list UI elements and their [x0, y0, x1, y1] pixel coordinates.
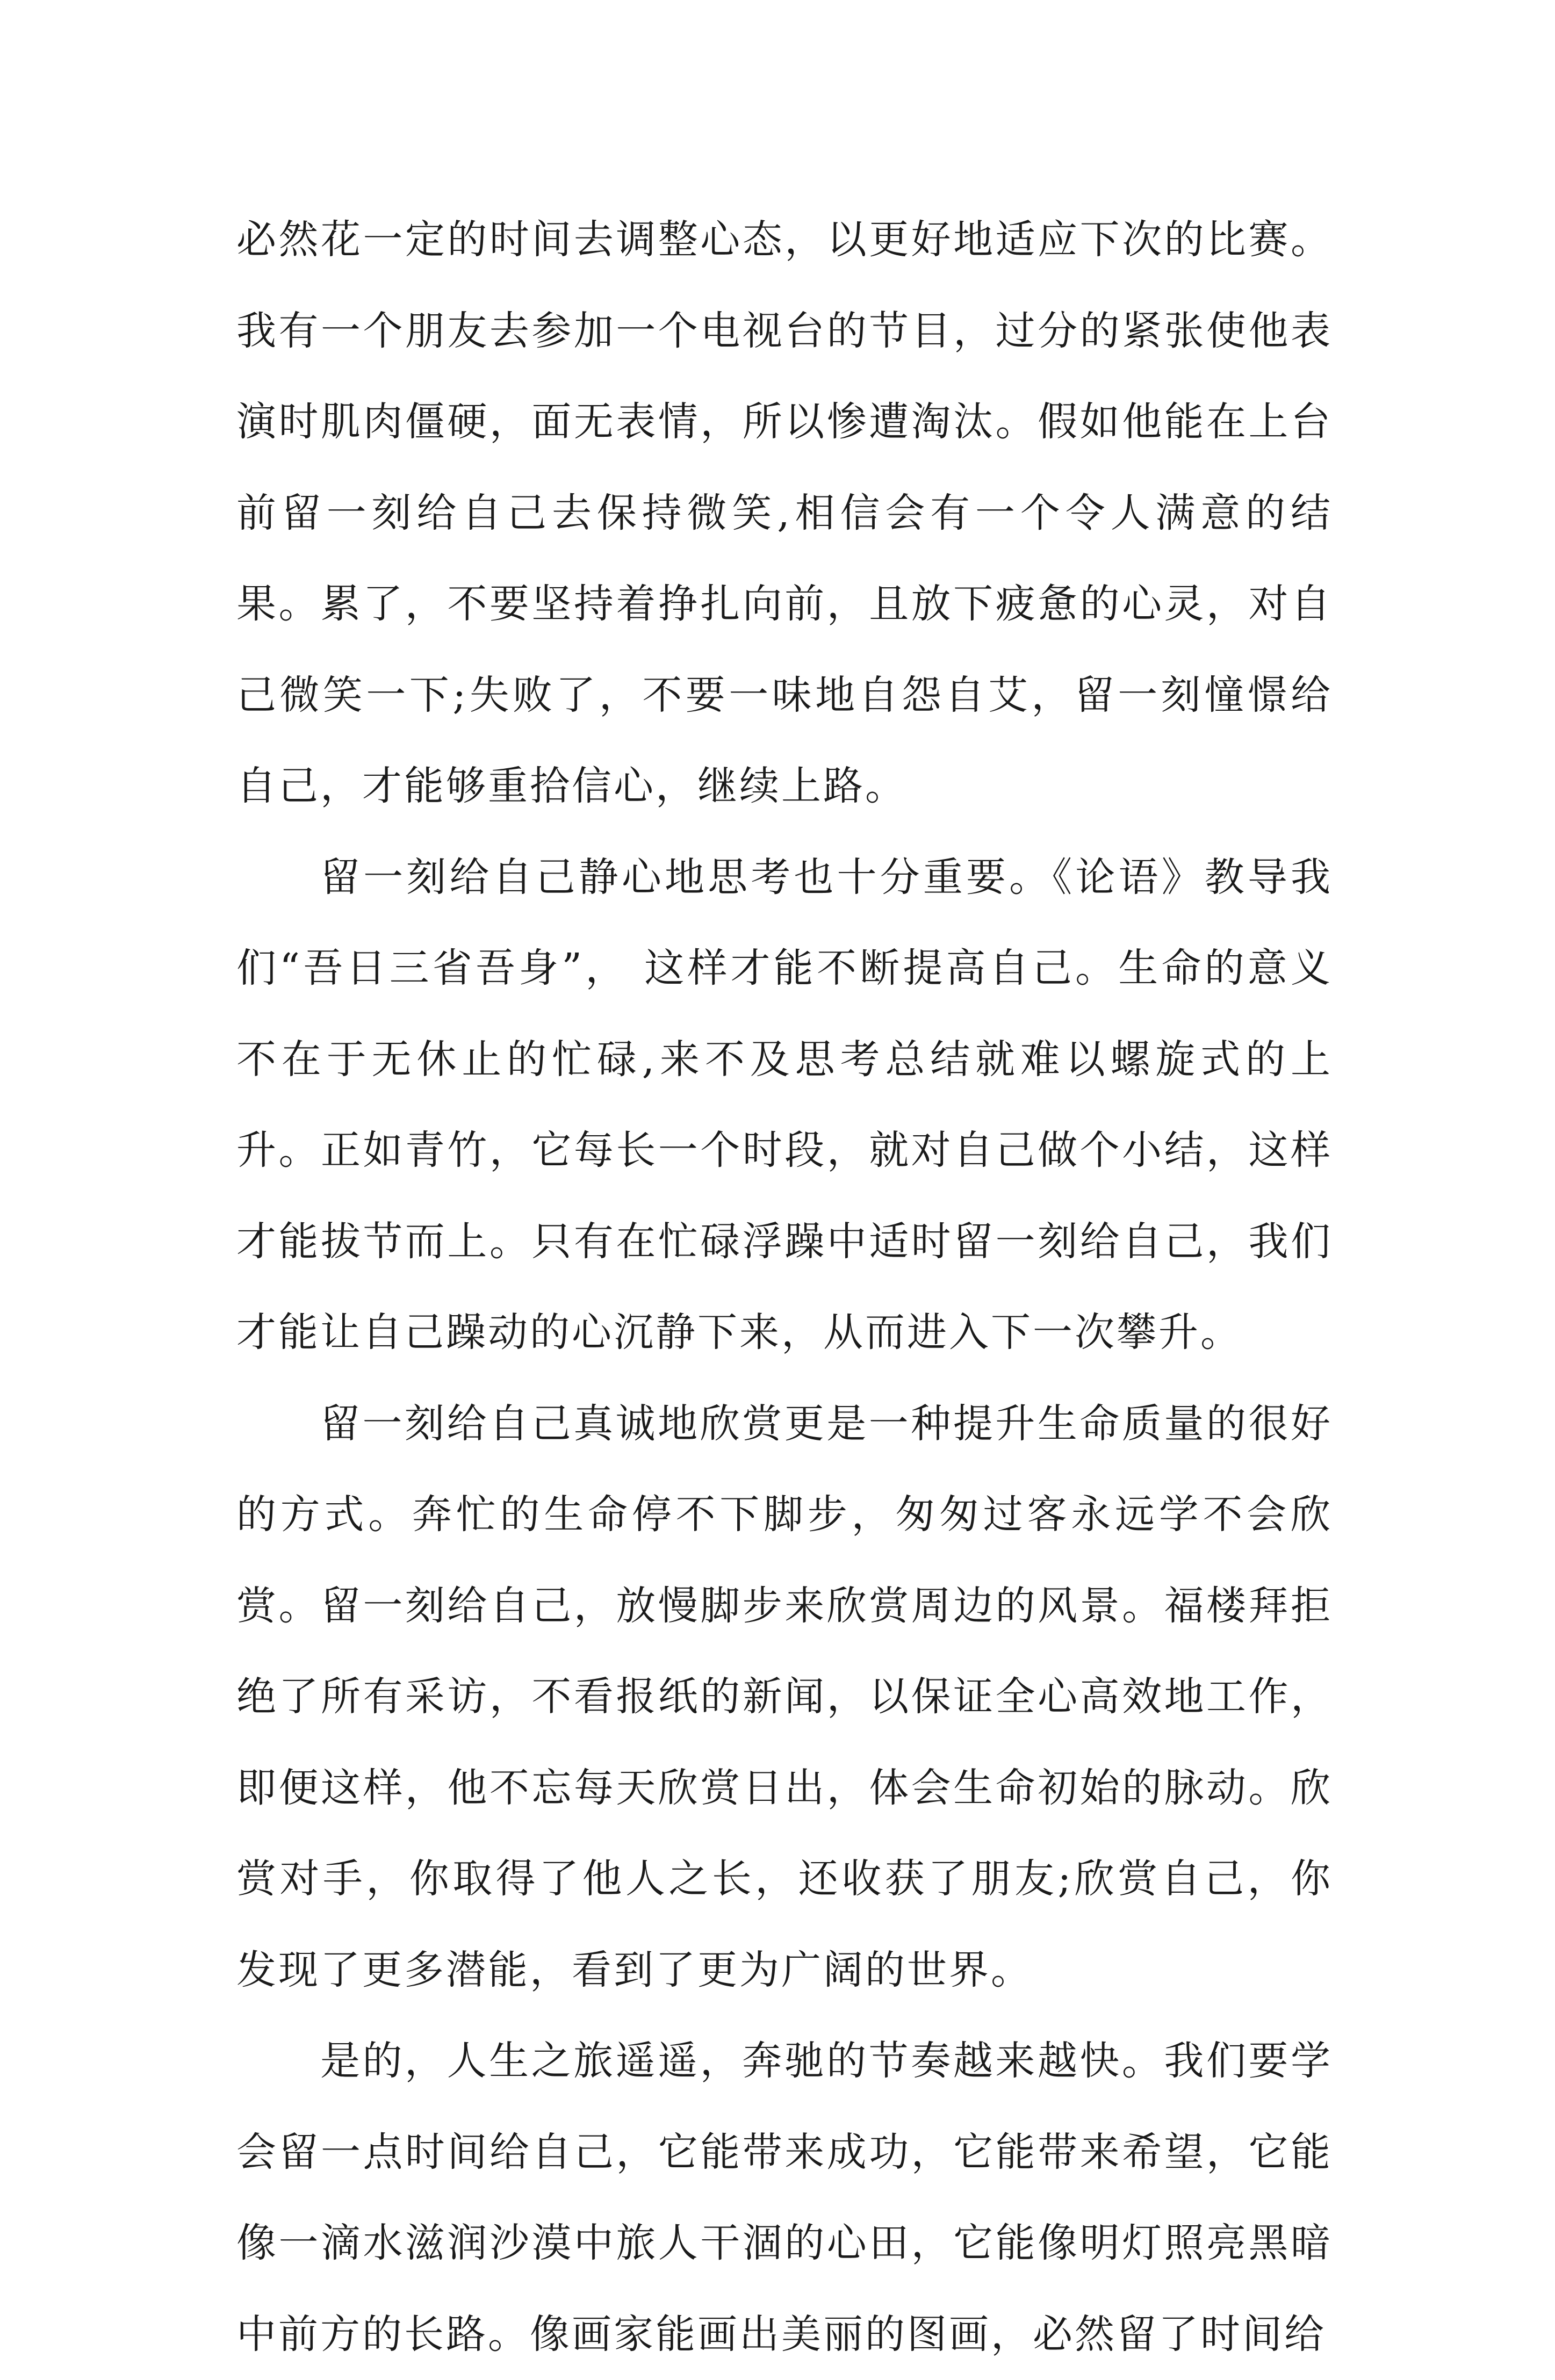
paragraph-1: 必然花一定的时间去调整心态，以更好地适应下次的比赛。我有一个朋友去参加一个电视台的节目，过分的紧张使他表演时肌肉僵硬，面无表情，所以惨遭淘汰。假如他能在上台前留一刻给自己去保持微笑,相信会有一个令人满意的结果。累了，不要坚持着挣扎向前，且放下疲惫的心灵，对自己微笑一下;失败了，不要一味地自怨自艾，留一刻憧憬给自己，才能够重拾信心，继续上路。: [236, 217, 1333, 809]
paragraph-4: 是的，人生之旅遥遥，奔驰的节奏越来越快。我们要学会留一点时间给自己，它能带来成功，它能带来希望，它能像一滴水滋润沙漠中旅人干涸的心田，它能像明灯照亮黑暗中前方的长路。像画家能画出美丽的图画，必然留了时间给: [236, 2038, 1333, 2357]
paragraph-3: 留一刻给自己真诚地欣赏更是一种提升生命质量的很好的方式。奔忙的生命停不下脚步，匆匆过客永远学不会欣赏。留一刻给自己，放慢脚步来欣赏周边的风景。福楼拜拒绝了所有采访，不看报纸的新闻，以保证全心高效地工作，即便这样，他不忘每天欣赏日出，体会生命初始的脉动。欣赏对手，你取得了他人之长，还收获了朋友;欣赏自己，你发现了更多潜能，看到了更为广阔的世界。: [236, 1400, 1333, 1993]
body-text: [236, 194, 1333, 2380]
paragraph-2: 留一刻给自己静心地思考也十分重要。《论语》教导我们“吾日三省吾身”， 这样才能不断提高自己。生命的意义不在于无休止的忙碌,来不及思考总结就难以螺旋式的上升。正如青竹，它每长一个时段，就对自己做个小结，这样才能拔节而上。只有在忙碌浮躁中适时留一刻给自己，我们才能让自己躁动的心沉静下来，从而进入下一次攀升。: [236, 854, 1333, 1355]
